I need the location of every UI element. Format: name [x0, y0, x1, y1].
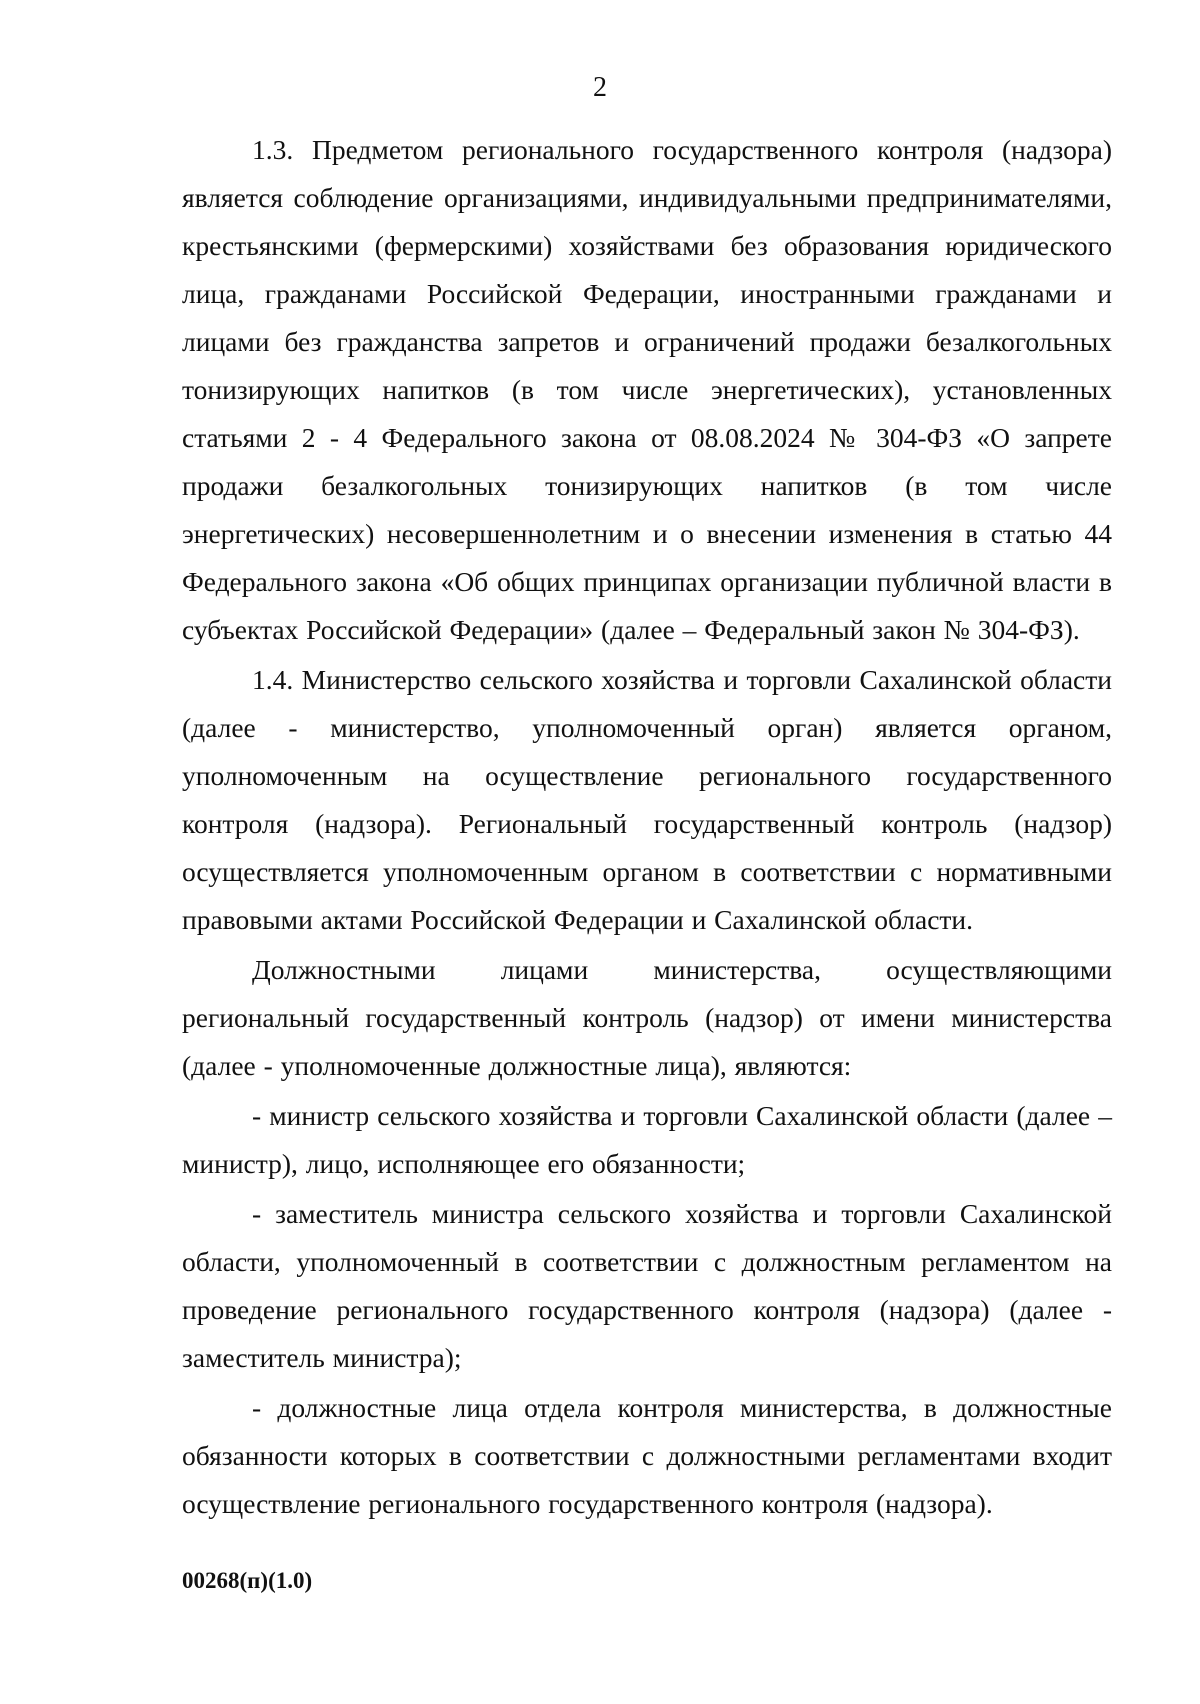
- document-code: 00268(п)(1.0): [182, 1568, 313, 1593]
- paragraph-1-4: 1.4. Министерство сельского хозяйства и торговли Сахалинской области (далее - министерство, уполномоченный орган) является органом, уполномоченным на осуществление регионального государственного контроля (надзора). Региональный государственный контроль (надзор) осуществляется уполномоченным органом в соответствии с нормативными правовыми актами Российской Федерации и Сахалинской области.: [182, 664, 1112, 935]
- list-item-control-department-officials: - должностные лица отдела контроля министерства, в должностные обязанности которых в соответствии с должностными регламентами входит осуществление регионального государственного контроля (надзора).: [182, 1392, 1112, 1519]
- paragraph-1-3: 1.3. Предметом регионального государственного контроля (надзора) является соблюдение организациями, индивидуальными предпринимателями, крестьянскими (фермерскими) хозяйствами без образования юридического лица, гражданами Российской Федерации, иностранными гражданами и лицами без гражданства запретов и ограничений продажи безалкогольных тонизирующих напитков (в том числе энергетических), установленных статьями 2 - 4 Федерального закона от 08.08.2024 № 304-ФЗ «О запрете продажи безалкогольных тонизирующих напитков (в том числе энергетических) несовершеннолетним и о внесении изменения в статью 44 Федерального закона «Об общих принципах организации публичной власти в субъектах Российской Федерации» (далее – Федеральный закон № 304-ФЗ).: [182, 134, 1112, 645]
- document-body: [182, 126, 1112, 1528]
- paragraph-officials: Должностными лицами министерства, осуществляющими региональный государственный контроль (надзор) от имени министерства (далее - уполномоченные должностные лица), являются:: [182, 954, 1112, 1081]
- list-item-minister: - министр сельского хозяйства и торговли Сахалинской области (далее – министр), лицо, исполняющее его обязанности;: [182, 1100, 1112, 1179]
- list-item-deputy-minister: - заместитель министра сельского хозяйства и торговли Сахалинской области, уполномоченный в соответствии с должностным регламентом на проведение регионального государственного контроля (надзора) (далее - заместитель министра);: [182, 1198, 1112, 1373]
- page-number: 2: [593, 72, 607, 103]
